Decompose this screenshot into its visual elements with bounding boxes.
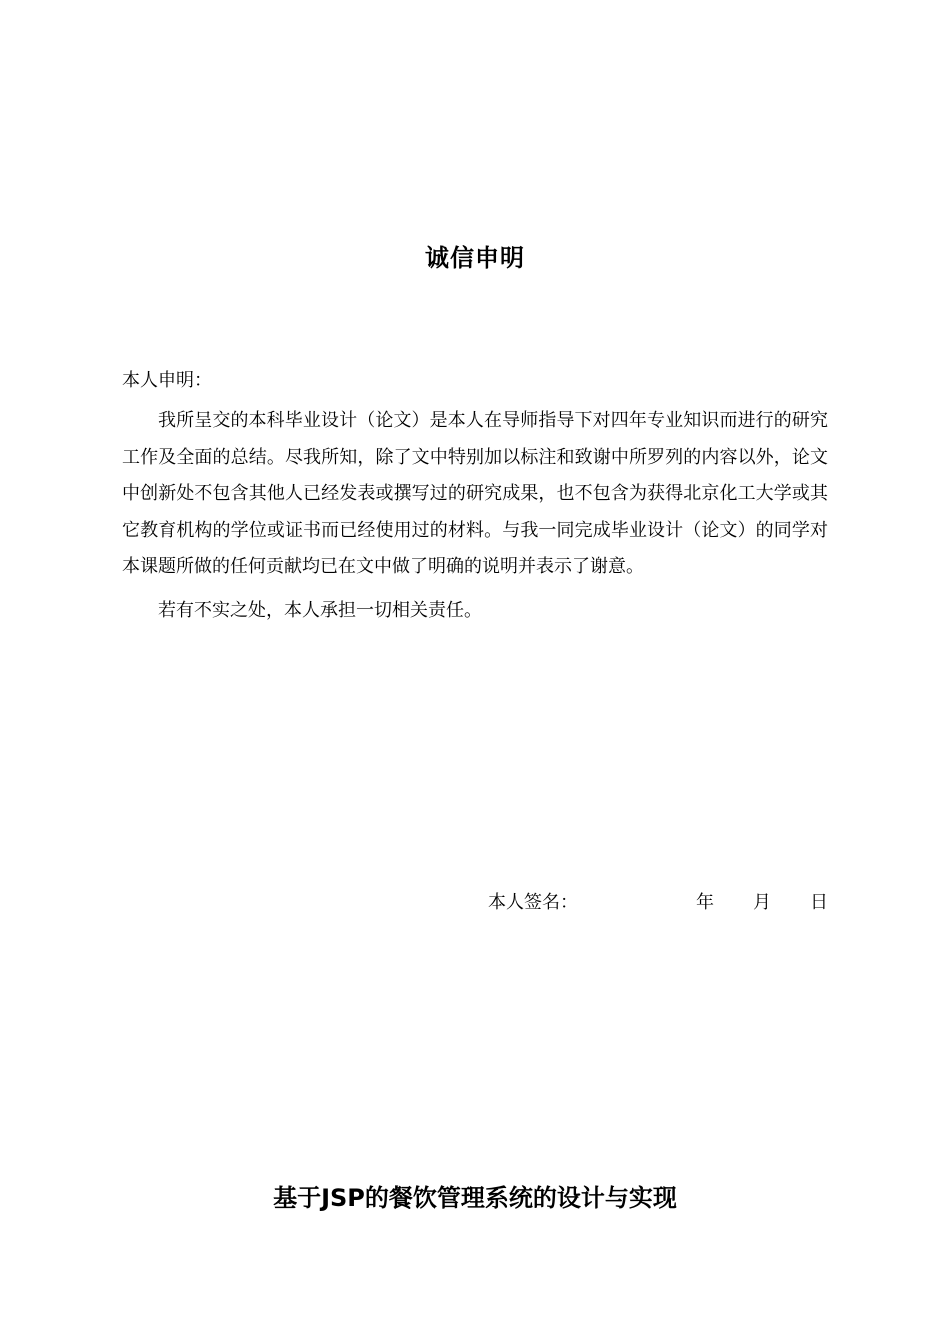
month-label: 月 (753, 892, 771, 913)
declaration-paragraph: 我所呈交的本科毕业设计（论文）是本人在导师指导下对四年专业知识而进行的研究工作及全面的总结。尽我所知，除了文中特别加以标注和致谢中所罗列的内容以外，论文中创新处不包含其他人已经发表或撰写过的研究成果，也不包含为获得北京化工大学或其它教育机构的学位或证书而已经使用过的材料。与我一同完成毕业设计（论文）的同学对本课题所做的任何贡献均已在文中做了明确的说明并表示了谢意。 (122, 410, 828, 578)
thesis-title: 基于JSP的餐饮管理系统的设计与实现 (273, 1184, 677, 1212)
year-label: 年 (696, 892, 714, 913)
declaration-salutation: 本人申明： (122, 370, 212, 391)
signature-label: 本人签名： (488, 892, 578, 913)
declaration-body (122, 403, 828, 630)
day-label: 日 (810, 892, 828, 913)
signature-line (488, 888, 828, 914)
declaration-title: 诚信申明 (425, 244, 525, 272)
declaration-paragraph: 若有不实之处，本人承担一切相关责任。 (158, 599, 482, 621)
